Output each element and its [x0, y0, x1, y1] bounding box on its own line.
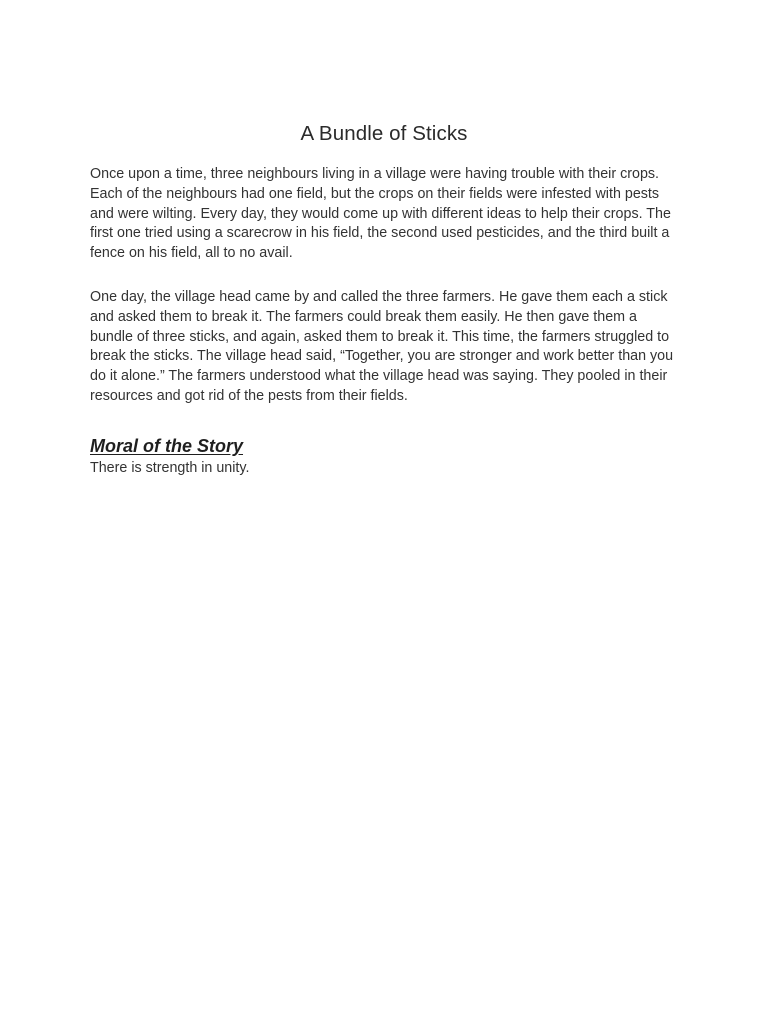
story-paragraph-2: One day, the village head came by and called the three farmers. He gave them each a stick and asked them to break it. The farmers could break them easily. He then gave them a bundle of three sticks, and again, asked them to break it. This time, the farmers struggled to break the sticks. The village head said, “Together, you are stronger and work better than you do it alone.” The farmers understood what the village head was saying. They pooled in their resources and got rid of the pests from their fields.: [90, 289, 674, 404]
moral-text: There is strength in unity.: [90, 460, 250, 476]
document-title: A Bundle of Sticks: [300, 122, 468, 145]
moral-heading: Moral of the Story: [90, 436, 244, 456]
story-paragraph-1: Once upon a time, three neighbours living in a village were having trouble with their crops. Each of the neighbours had one field, but the crops on their fields were infested with pests and were wilting. Every day, they would come up with different ideas to help their crops. The first one tried using a scarecrow in his field, the second used pesticides, and the third built a fence on his field, all to no avail.: [90, 166, 671, 262]
